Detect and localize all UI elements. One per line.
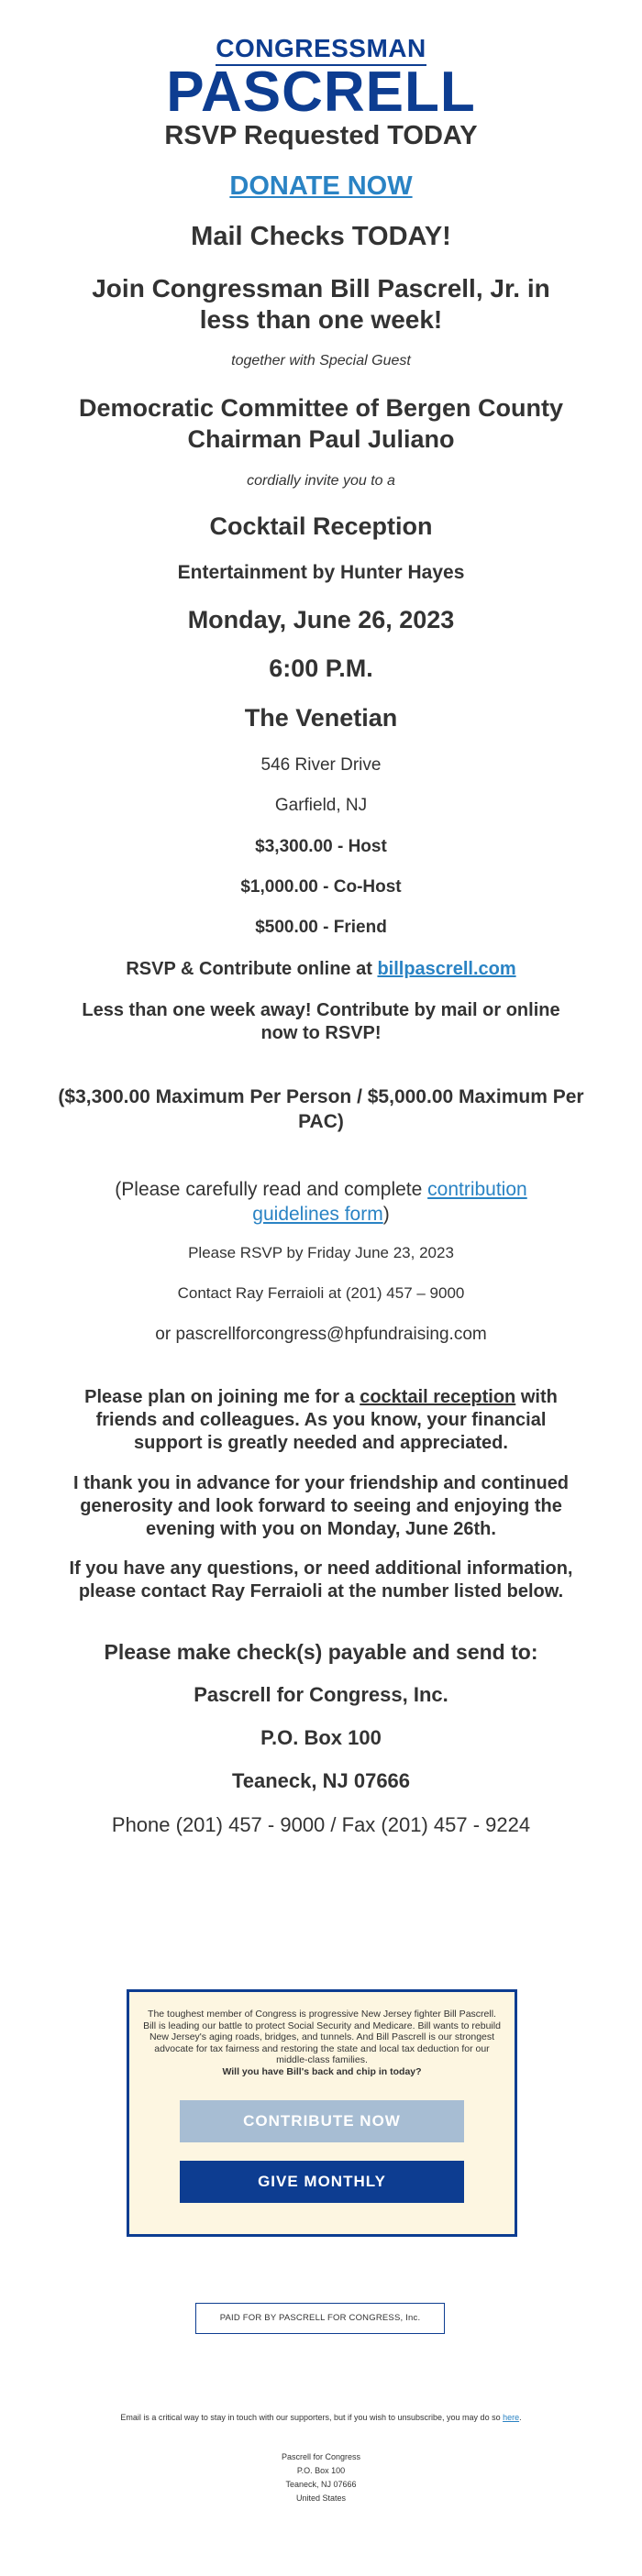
cordially-text: cordially invite you to a (247, 473, 395, 489)
guidelines-form-link[interactable]: contribution guidelines form (252, 1179, 527, 1225)
message-p1-suffix: with friends and colleagues. As you know, your financial support is greatly needed and appreciated. (95, 1387, 558, 1453)
footer-address-line: Pascrell for Congress (281, 2452, 361, 2461)
event-date: Monday, June 26, 2023 (187, 606, 455, 633)
paid-for-notice: PAID FOR BY PASCRELL FOR CONGRESS, Inc. (195, 2303, 445, 2334)
footer-address-line: Teaneck, NJ 07666 (285, 2480, 357, 2489)
rsvp-online-prefix: RSVP & Contribute online at (126, 959, 378, 979)
rsvp-requested-heading: RSVP Requested TODAY (164, 121, 478, 150)
mail-checks-heading: Mail Checks TODAY! (191, 222, 451, 251)
venue-street: 546 River Drive (260, 755, 382, 775)
venue-name: The Venetian (244, 704, 398, 732)
footer-address (183, 2450, 459, 2505)
contribute-now-button[interactable]: CONTRIBUTE NOW (180, 2100, 464, 2142)
footer-address-line: United States (295, 2493, 347, 2503)
mailing-box: P.O. Box 100 (260, 1726, 382, 1749)
tier-co-host: $1,000.00 - Co-Host (240, 877, 402, 897)
guidelines-suffix: ) (382, 1204, 390, 1225)
promo-text-block (142, 2009, 502, 2077)
billpascrell-link[interactable]: billpascrell.com (377, 959, 516, 979)
unsubscribe-end: . (519, 2413, 522, 2422)
unsubscribe-line (37, 2413, 605, 2422)
guidelines-prefix: (Please carefully read and complete (115, 1179, 428, 1200)
give-monthly-button[interactable]: GIVE MONTHLY (180, 2161, 464, 2203)
rsvp-online-line (64, 959, 578, 980)
guest-heading: Democratic Committee of Bergen County Chairman Paul Juliano (78, 394, 564, 453)
contact-text: Contact Ray Ferraioli at (201) 457 – 9000 (177, 1284, 465, 1302)
venue-city: Garfield, NJ (274, 796, 368, 815)
promo-box (127, 1989, 517, 2237)
mailing-city: Teaneck, NJ 07666 (231, 1769, 411, 1792)
email-contact-text: or pascrellforcongress@hpfundraising.com (155, 1325, 487, 1344)
donate-now-link[interactable]: DONATE NOW (229, 171, 413, 201)
payable-heading: Please make check(s) payable and send to: (104, 1640, 538, 1664)
maximum-text: ($3,300.00 Maximum Per Person / $5,000.00 Maximum Per PAC) (58, 1086, 584, 1132)
promo-text: The toughest member of Congress is progressive New Jersey fighter Bill Pascrell. Bill is leading our battle to protect Social Security and Medicare. Bill wants to rebuild New Jersey's aging roads, bridges, and tunnels. And Bill Pascrell is our strongest advocate for tax fairness and restoring the state and local tax deduction for our middle-class families. (143, 2009, 501, 2065)
pascrell-logo (0, 34, 642, 124)
promo-question: Will you have Bill's back and chip in today? (222, 2065, 422, 2077)
mailing-phone: Phone (201) 457 - 9000 / Fax (201) 457 - 9224 (111, 1813, 531, 1836)
event-name: Cocktail Reception (209, 512, 433, 540)
tier-host: $3,300.00 - Host (255, 837, 387, 856)
logo-congressman: CONGRESSMAN (216, 35, 426, 66)
unsubscribe-text: Email is a critical way to stay in touch with our supporters, but if you wish to unsubscribe, you may do so (120, 2413, 504, 2422)
message-paragraph-2: I thank you in advance for your friendship and continued generosity and look forward to seeing and enjoying the evening with you on Monday, June 26th. (72, 1473, 570, 1539)
message-p1-prefix: Please plan on joining me for a (84, 1387, 360, 1407)
mailing-org: Pascrell for Congress, Inc. (194, 1683, 448, 1706)
message-paragraph-3: If you have any questions, or need additional information, please contact Ray Ferraioli at the number listed below. (69, 1558, 573, 1602)
cocktail-reception-link[interactable]: cocktail reception (360, 1387, 516, 1407)
guidelines-line (87, 1177, 555, 1227)
together-with-text: together with Special Guest (231, 353, 411, 369)
entertainment-text: Entertainment by Hunter Hayes (177, 562, 465, 583)
footer-address-line: P.O. Box 100 (296, 2466, 346, 2475)
unsubscribe-link[interactable]: here (503, 2413, 520, 2422)
event-time: 6:00 P.M. (269, 655, 373, 682)
logo-pascrell: PASCRELL (166, 61, 476, 124)
tier-friend: $500.00 - Friend (255, 918, 387, 937)
less-than-week-text: Less than one week away! Contribute by mail or online now to RSVP! (82, 1000, 560, 1043)
donate-now-link-wrap (64, 171, 578, 202)
join-heading: Join Congressman Bill Pascrell, Jr. in less than one week! (92, 274, 550, 334)
message-paragraph-1 (73, 1386, 569, 1455)
rsvp-by-text: Please RSVP by Friday June 23, 2023 (188, 1244, 454, 1261)
